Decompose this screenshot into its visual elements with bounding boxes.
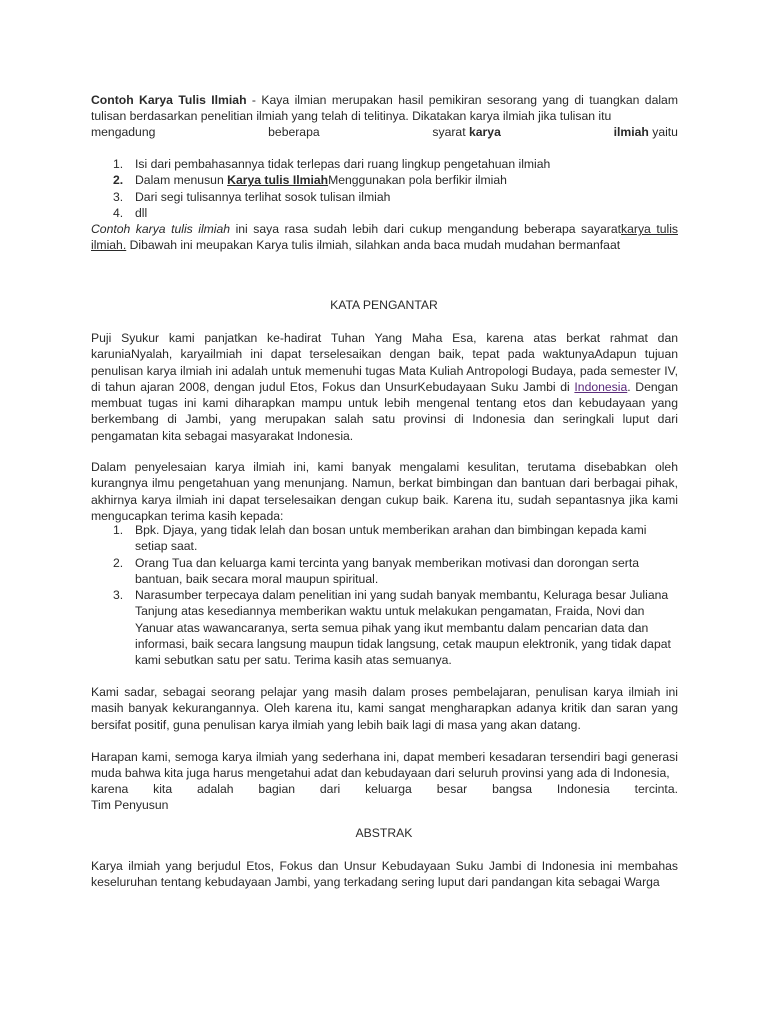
word: adalah xyxy=(196,782,234,796)
word: bangsa xyxy=(492,782,533,796)
word: karya xyxy=(469,125,501,139)
word: bagian xyxy=(258,782,296,796)
abstrak-paragraph-1: Karya ilmiah yang berjudul Etos, Fokus dan Unsur Kebudayaan Suku Jambi di Indonesia ini membahas keseluruhan tentang kebudayaan Jambi, yang terkadang sering luput dari pandangan kita sebagai Warga xyxy=(91,859,678,890)
list-number: 3. xyxy=(113,189,124,204)
indonesia-link[interactable]: Indonesia xyxy=(574,379,628,394)
karya-tulis-ilmiah-link[interactable]: Karya tulis Ilmiah xyxy=(227,173,329,188)
list-text: Orang Tua dan keluarga kami tercinta yang banyak memberikan motivasi dan dorongan serta bantuan, baik secara moral maupun spiritual. xyxy=(135,555,640,586)
paragraph-text: Puji Syukur kami panjatkan ke-hadirat Tuhan Yang Maha Esa, karena atas berkat rahmat dan karuniaNyalah, karyailmiah ini dapat terselesaikan dengan baik, tepat pada waktunyaAdapun tujuan penulisan karya ilmiah ini adalah untuk memenuhi tugas Mata Kuliah Antropologi Budaya, pada semester IV, di tahun ajaran 2008, dengan judul Etos, Fokus dan UnsurKebudayaan Suku Jambi di xyxy=(91,331,678,394)
syarat-list xyxy=(113,156,550,221)
intro-paragraph xyxy=(91,92,678,125)
paragraph-text: . Dengan membuat tugas ini kami diharapkan mampu untuk lebih mengenal tentang etos dan kebudayaan yang berkembang di Jambi, yang merupakan salah satu provinsi di Indonesia dan seringkali luput dari pengamatan kita sebagai masyarakat Indonesia. xyxy=(91,379,679,443)
list-text: Dari segi tulisannya terlihat sosok tulisan ilmiah xyxy=(135,189,391,204)
signature: Tim Penyusun xyxy=(91,798,169,812)
word: yaitu xyxy=(652,125,678,139)
word: mengadung xyxy=(91,125,156,139)
word: syarat xyxy=(432,125,466,139)
contoh-text: ini saya rasa sudah lebih dari cukup mengandung beberapa sayarat xyxy=(230,222,622,236)
word: dari xyxy=(319,782,341,796)
word: keluarga xyxy=(365,782,412,796)
list-number: 2. xyxy=(113,555,124,570)
list-text: Isi dari pembahasannya tidak terlepas dari ruang lingkup pengetahuan ilmiah xyxy=(135,157,551,171)
list-number: 3. xyxy=(113,588,124,603)
list-text: Bpk. Djaya, yang tidak lelah dan bosan untuk memberikan arahan dan bimbingan kepada kami setiap saat. xyxy=(135,523,647,554)
karya-tulis-ilmiah-inline-link[interactable]: karya tulis ilmiah. xyxy=(91,222,678,253)
word-group xyxy=(614,124,678,140)
word: kita xyxy=(153,782,173,796)
word: karena xyxy=(91,782,129,796)
contoh-italic: Contoh karya tulis ilmiah xyxy=(91,222,231,236)
list-number: 4. xyxy=(113,205,124,220)
list-item xyxy=(113,156,550,172)
pengantar-paragraph-4: Harapan kami, semoga karya ilmiah yang sederhana ini, dapat memberi kesadaran tersendiri bagi generasi muda bahwa kita juga harus mengetahui adat dan kebudayaan dari seluruh provinsi yang ada di Indonesia, xyxy=(91,750,678,781)
list-item xyxy=(113,172,550,188)
intro-text: - Kaya ilmian merupakan hasil pemikiran sesorang yang di tuangkan dalam tulisan berdasarkan penelitian ilmiah yang telah di telitinya. Dikatakan karya ilmiah jika tulisan itu xyxy=(91,93,678,124)
list-text: Dalam menusun xyxy=(135,173,228,188)
list-text: Menggunakan pola berfikir ilmiah xyxy=(328,173,507,188)
pengantar-paragraph-4-last-line xyxy=(91,781,678,797)
pengantar-paragraph-1 xyxy=(91,330,678,444)
list-item xyxy=(113,587,673,668)
thanks-list xyxy=(113,522,673,669)
intro-line-3 xyxy=(91,124,678,140)
pengantar-paragraph-3: Kami sadar, sebagai seorang pelajar yang masih dalam proses pembelajaran, penulisan karya ilmiah ini masih banyak kekurangannya. Oleh karena itu, kami sangat mengharapkan adanya kritik dan saran yang bersifat positif, guna penulisan karya ilmiah yang lebih baik lagi di masa yang akan datang. xyxy=(91,685,678,732)
word: beberapa xyxy=(268,125,320,139)
kata-pengantar-heading: KATA PENGANTAR xyxy=(330,298,438,312)
list-item xyxy=(113,205,550,221)
intro-title: Contoh Karya Tulis Ilmiah xyxy=(91,93,247,107)
word-group xyxy=(432,124,500,140)
word: tercinta. xyxy=(634,782,678,796)
abstrak-heading: ABSTRAK xyxy=(355,826,413,840)
word: Indonesia xyxy=(556,782,610,796)
word: besar xyxy=(436,782,468,796)
list-item xyxy=(113,189,550,205)
list-number: 2. xyxy=(113,173,124,188)
contoh-text: Dibawah ini meupakan Karya tulis ilmiah, silahkan anda baca mudah mudahan bermanfaat xyxy=(126,238,621,253)
list-item xyxy=(113,555,673,588)
contoh-paragraph xyxy=(91,221,678,254)
list-number: 1. xyxy=(113,157,124,171)
pengantar-paragraph-2: Dalam penyelesaian karya ilmiah ini, kami banyak mengalami kesulitan, terutama disebabkan oleh kurangnya ilmu pengetahuan yang menunjang. Namun, berkat bimbingan dan bantuan dari berbagai pihak, akhirnya karya ilmiah ini dapat terselesaikan dengan cukup baik. Karena itu, sudah sepantasnya jika kami mengucapkan terima kasih kepada: xyxy=(91,460,678,523)
list-text: Narasumber terpecaya dalam penelitian ini yang sudah banyak membantu, Keluraga besar Juliana Tanjung atas kesediannya memberikan waktu untuk melakukan pengamatan, Fraida, Novi dan Yanuar atas wawancaranya, serta semua pihak yang ikut membantu dalam pencarian data dan informasi, baik secara langsung maupun tidak langsung, cetak maupun elektronik, yang tidak dapat kami sebutkan satu per satu. Terima kasih atas semuanya. xyxy=(135,588,671,668)
list-text: dll xyxy=(135,205,148,220)
list-number: 1. xyxy=(113,523,124,537)
list-item xyxy=(113,522,673,555)
word: ilmiah xyxy=(613,125,649,139)
